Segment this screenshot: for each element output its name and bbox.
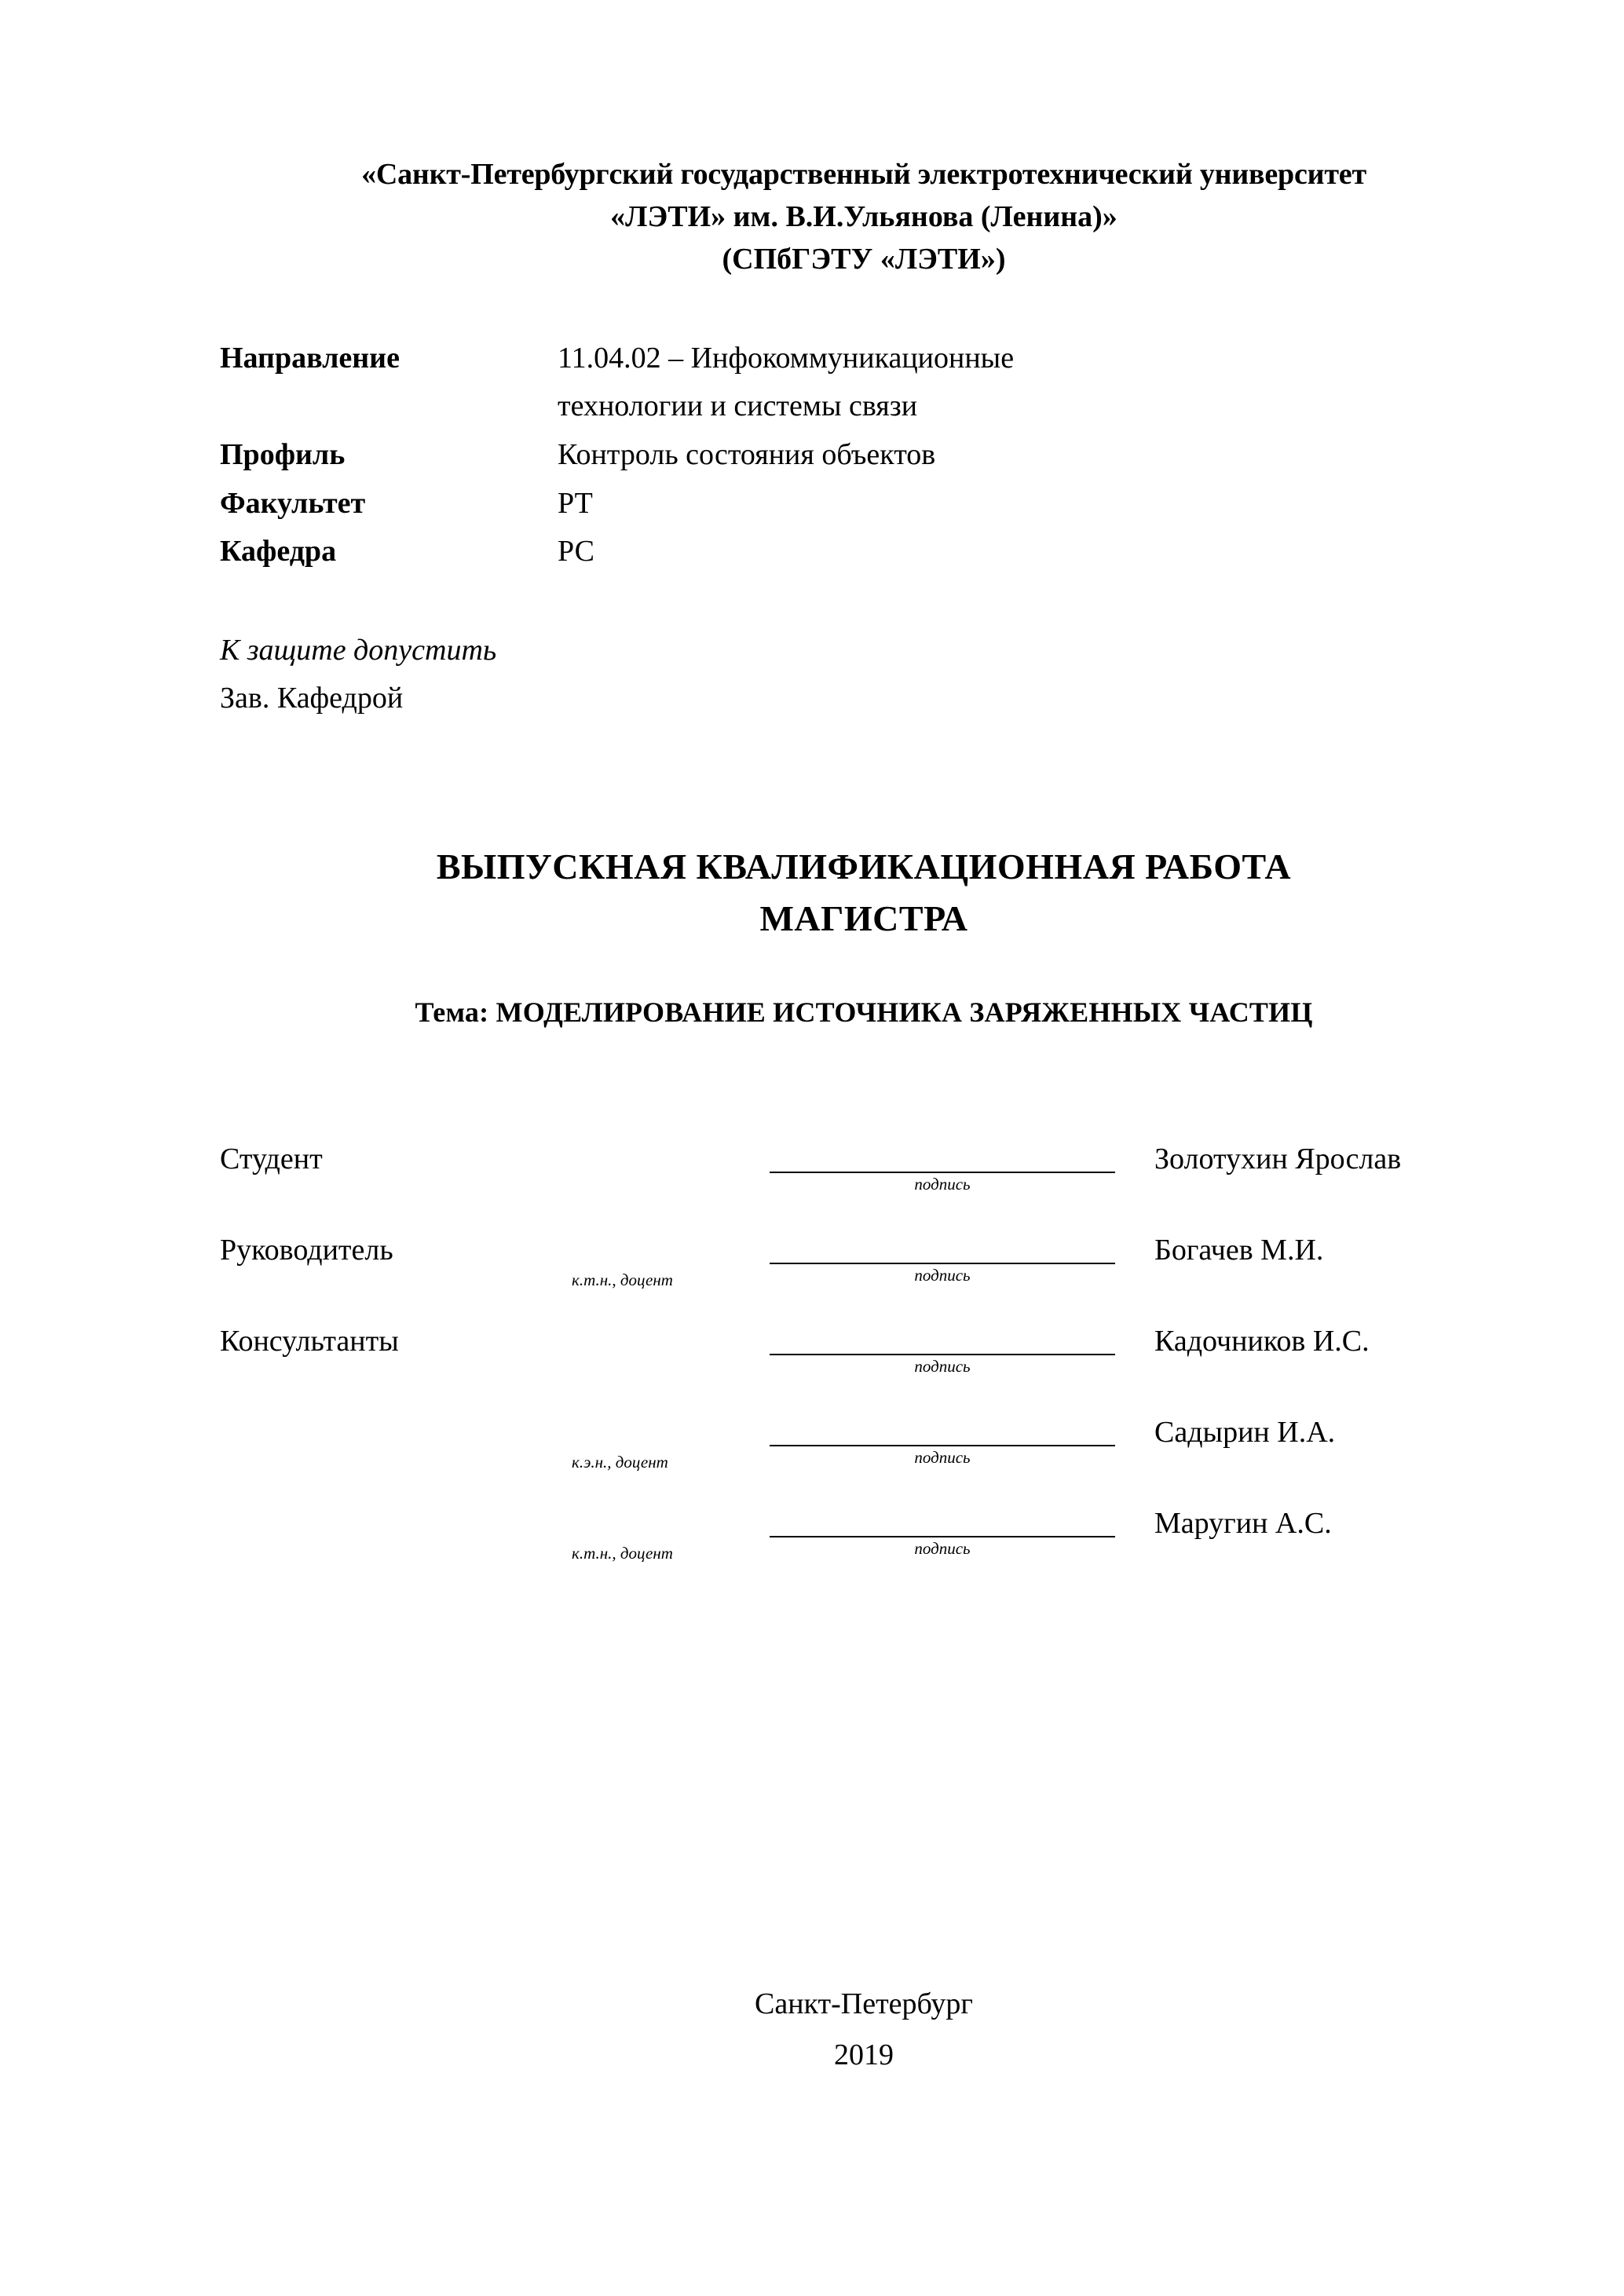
field-row-department: [220, 528, 1508, 576]
signature-caption-consultant-3: подпись: [914, 1539, 971, 1559]
approval-head-of-department: Зав. Кафедрой: [220, 682, 404, 715]
signatures-block: [220, 1131, 1508, 1586]
signature-row-student: [220, 1131, 1508, 1222]
signature-role-supervisor: Руководитель: [220, 1234, 393, 1267]
page-content: [220, 0, 1508, 2071]
field-label-faculty: Факультет: [220, 486, 366, 520]
signature-line-student: [770, 1172, 1115, 1173]
signature-line-supervisor: [770, 1263, 1115, 1264]
signature-role-consultants: Консультанты: [220, 1325, 399, 1358]
work-title: [220, 841, 1508, 945]
university-name-line-2: «ЛЭТИ» им. В.И.Ульянова (Ленина)»: [610, 199, 1117, 233]
signature-name-consultant-2: Садырин И.А.: [1154, 1416, 1336, 1450]
signature-name-student: Золотухин Ярослав: [1154, 1143, 1402, 1176]
work-title-line-2: МАГИСТРА: [759, 898, 968, 939]
signature-degree-supervisor: к.т.н., доцент: [572, 1270, 673, 1290]
footer-city: Санкт-Петербург: [754, 1987, 974, 2020]
field-row-faculty: [220, 480, 1508, 528]
field-value-direction-line-2: технологии и системы связи: [558, 389, 918, 423]
signature-degree-consultant-3: к.т.н., доцент: [572, 1544, 673, 1563]
signature-caption-consultant-2: подпись: [914, 1448, 971, 1468]
signature-line-consultant-2: [770, 1445, 1115, 1446]
signature-name-consultant-3: Маругин А.С.: [1154, 1507, 1332, 1541]
university-name-line-1: «Санкт-Петербургский государственный электротехнический университет: [361, 158, 1366, 191]
signature-line-consultant-3: [770, 1536, 1115, 1537]
field-row-profile: [220, 431, 1508, 480]
work-title-line-1: ВЫПУСКНАЯ КВАЛИФИКАЦИОННАЯ РАБОТА: [436, 846, 1292, 887]
university-header: [220, 154, 1508, 281]
signature-line-consultant-1: [770, 1354, 1115, 1355]
field-label-direction: Направление: [220, 341, 400, 375]
field-value-direction: [558, 335, 1508, 431]
signature-name-supervisor: Богачев М.И.: [1154, 1234, 1324, 1267]
field-row-direction: [220, 335, 1508, 431]
signature-row-supervisor: [220, 1222, 1508, 1313]
signature-row-consultant-2: [220, 1404, 1508, 1495]
signature-degree-consultant-2: к.э.н., доцент: [572, 1453, 668, 1472]
page-footer: [220, 1979, 1508, 2080]
university-abbrev: (СПбГЭТУ «ЛЭТИ»): [722, 242, 1006, 276]
signature-role-student: Студент: [220, 1143, 323, 1176]
field-label-profile: Профиль: [220, 437, 346, 471]
field-value-direction-line-1: 11.04.02 – Инфокоммуникационные: [558, 341, 1015, 375]
signature-row-consultant-1: [220, 1313, 1508, 1404]
field-label-department: Кафедра: [220, 535, 337, 569]
signature-caption-consultant-1: подпись: [914, 1357, 971, 1377]
signature-caption-student: подпись: [914, 1175, 971, 1194]
footer-year: 2019: [834, 2038, 894, 2071]
signature-row-consultant-3: [220, 1495, 1508, 1586]
field-value-profile: Контроль состояния объектов: [558, 437, 936, 471]
field-value-department: РС: [558, 535, 594, 569]
approval-block: [220, 627, 1508, 723]
work-theme: Тема: МОДЕЛИРОВАНИЕ ИСТОЧНИКА ЗАРЯЖЕННЫХ ЧАСТИЦ: [415, 996, 1313, 1029]
program-fields-table: [220, 335, 1508, 576]
field-value-faculty: РТ: [558, 486, 593, 520]
approval-admit-text: К защите допустить: [220, 633, 497, 667]
signature-caption-supervisor: подпись: [914, 1266, 971, 1285]
signature-name-consultant-1: Кадочников И.С.: [1154, 1325, 1370, 1358]
